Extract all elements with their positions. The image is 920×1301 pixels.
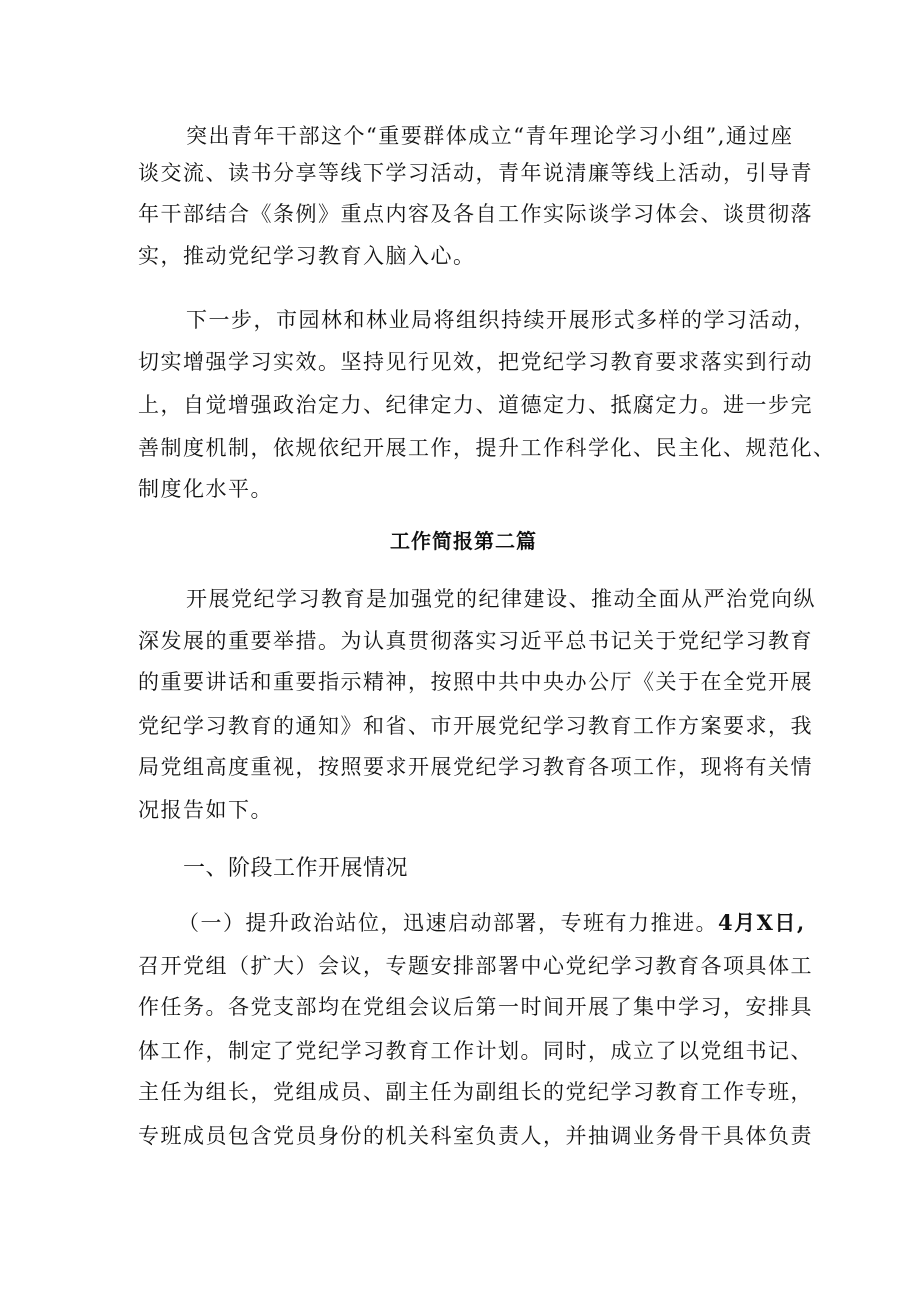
subsection-lead: （一）提升政治站位，迅速启动部署，专班有力推进。 bbox=[178, 911, 718, 935]
text-line: 局党组高度重视，按照要求开展党纪学习教育各项工作，现将有关情 bbox=[138, 755, 813, 779]
text-line: 的重要讲话和重要指示精神，按照中共中央办公厅《关于在全党开展 bbox=[138, 670, 813, 694]
text-line: 召开党组（扩大）会议，专题安排部署中心党纪学习教育各项具体工 bbox=[138, 954, 813, 978]
text-line: 开展党纪学习教育是加强党的纪律建设、推动全面从严治党向纵 bbox=[186, 587, 816, 611]
text-line: 年干部结合《条例》重点内容及各自工作实际谈学习体会、谈贯彻落 bbox=[138, 202, 813, 226]
page-title: 工作简报第二篇 bbox=[390, 529, 537, 553]
text-line: 深发展的重要举措。为认真贯彻落实习近平总书记关于党纪学习教育 bbox=[138, 629, 813, 653]
text-line: 制度化水平。 bbox=[138, 477, 273, 501]
text-line: 善制度机制，依规依纪开展工作，提升工作科学化、民主化、规范化、 bbox=[138, 436, 836, 460]
text-line: 下一步，市园林和林业局将组织持续开展形式多样的学习活动， bbox=[186, 308, 816, 332]
text-line: 体工作，制定了党纪学习教育工作计划。同时，成立了以党组书记、 bbox=[138, 1039, 813, 1063]
text-line: 专班成员包含党员身份的机关科室负责人，并抽调业务骨干具体负责 bbox=[138, 1124, 813, 1148]
text-line: 主任为组长，党组成员、副主任为副组长的党纪学习教育工作专班， bbox=[138, 1080, 813, 1104]
text-line: 况报告如下。 bbox=[138, 798, 273, 822]
date-text: 4月X日, bbox=[718, 910, 806, 935]
text-line bbox=[178, 908, 806, 938]
text-line: 上，自觉增强政治定力、纪律定力、道德定力、抵腐定力。进一步完 bbox=[138, 393, 813, 417]
text-line: 实，推动党纪学习教育入脑入心。 bbox=[138, 244, 476, 268]
text-line: 作任务。各党支部均在党组会议后第一时间开展了集中学习，安排具 bbox=[138, 995, 813, 1019]
section-heading: 一、阶段工作开展情况 bbox=[183, 856, 409, 881]
text-line: 党纪学习教育的通知》和省、市开展党纪学习教育工作方案要求，我 bbox=[138, 714, 813, 738]
text-line: 切实增强学习实效。坚持见行见效，把党纪学习教育要求落实到行动 bbox=[138, 350, 813, 374]
text-line: 突出青年干部这个“重要群体成立“青年理论学习小组”,通过座 bbox=[186, 124, 794, 148]
text-line: 谈交流、读书分享等线下学习活动，青年说清廉等线上活动，引导青 bbox=[138, 161, 813, 185]
